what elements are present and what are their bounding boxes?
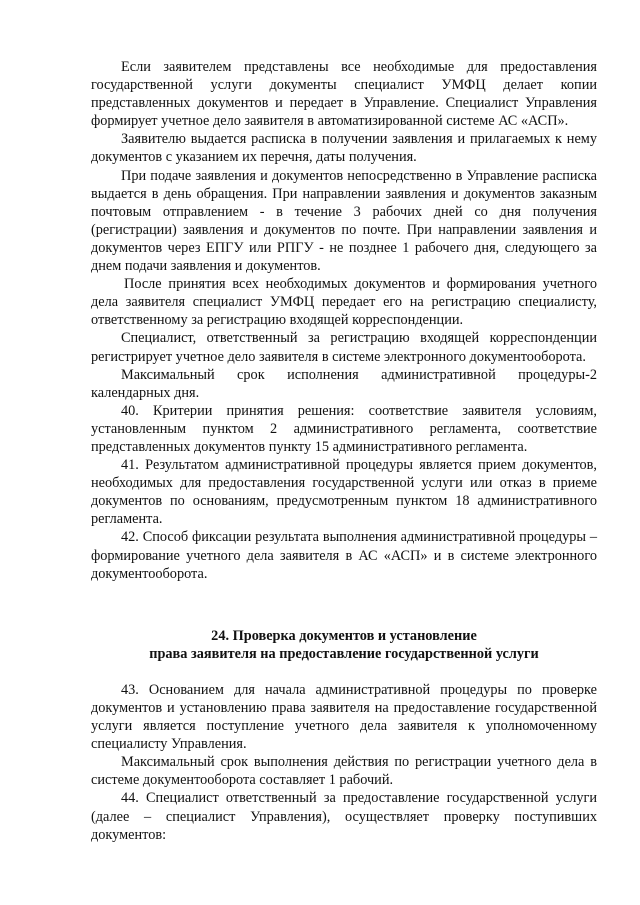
document-page xyxy=(91,58,597,844)
paragraph-max-term: Максимальный срок исполнения административной процедуры-2 календарных дня. xyxy=(91,366,597,401)
paragraph-40-criteria: 40. Критерии принятия решения: соответствие заявителя условиям, установленным пунктом 2 административного регламента, соответствие представленных документов пункту 15 административного регламента. xyxy=(91,402,597,455)
heading-spacer xyxy=(91,663,597,681)
paragraph-41-result: 41. Результатом административной процедуры является прием документов, необходимых для предоставления государственной услуги или отказ в приеме документов по основаниям, предусмотренным пунктом 18 административного регламента. xyxy=(91,457,597,528)
paragraph-receipt-timing: При подаче заявления и документов непосредственно в Управление расписка выдается в день обращения. При направлении заявления и документов заказным почтовым отправлением - в течение 3 рабочих дней со дня получения (регистрации) заявления и документов по почте. При направлении заявления и документов через ЕПГУ или РПГУ - не позднее 1 рабочего дня, следующего за днем подачи заявления и документов. xyxy=(91,167,597,275)
paragraph-44-specialist: 44. Специалист ответственный за предоставление государственной услуги (далее – специалист Управления), осуществляет проверку поступивших документов: xyxy=(91,790,597,843)
paragraph-registration: Специалист, ответственный за регистрацию входящей корреспонденции регистрирует учетное дело заявителя в системе электронного документооборота. xyxy=(91,330,597,365)
paragraph-43-basis: 43. Основанием для начала административной процедуры по проверке документов и установлению права заявителя на предоставление государственной услуги является поступление учетного дела заявителя к уполномоченному специалисту Управления. xyxy=(91,681,597,753)
paragraph-max-term-registration: Максимальный срок выполнения действия по регистрации учетного дела в системе документооборота составляет 1 рабочий. xyxy=(91,754,597,789)
paragraph-42-fixation: 42. Способ фиксации результата выполнения административной процедуры – формирование учетного дела заявителя в АС «АСП» и в системе электронного документооборота. xyxy=(91,529,597,582)
paragraph-receipt: Заявителю выдается расписка в получении заявления и прилагаемых к нему документов с указанием их перечня, даты получения. xyxy=(91,131,597,166)
section-heading-line-2: права заявителя на предоставление государственной услуги xyxy=(149,645,539,662)
paragraph-transfer-registration: После принятия всех необходимых документов и формирования учетного дела заявителя специалист УМФЦ передает его на регистрацию специалисту, ответственному за регистрацию входящей корреспонденции. xyxy=(91,276,597,329)
section-spacer xyxy=(91,583,597,627)
paragraph-copies-transfer: Если заявителем представлены все необходимые для предоставления государственной услуги документы специалист УМФЦ делает копии представленных документов и передает в Управление. Специалист Управления формирует учетное дело заявителя в автоматизированной системе АС «АСП». xyxy=(91,59,597,130)
section-heading-line-1: 24. Проверка документов и установление xyxy=(211,627,477,644)
